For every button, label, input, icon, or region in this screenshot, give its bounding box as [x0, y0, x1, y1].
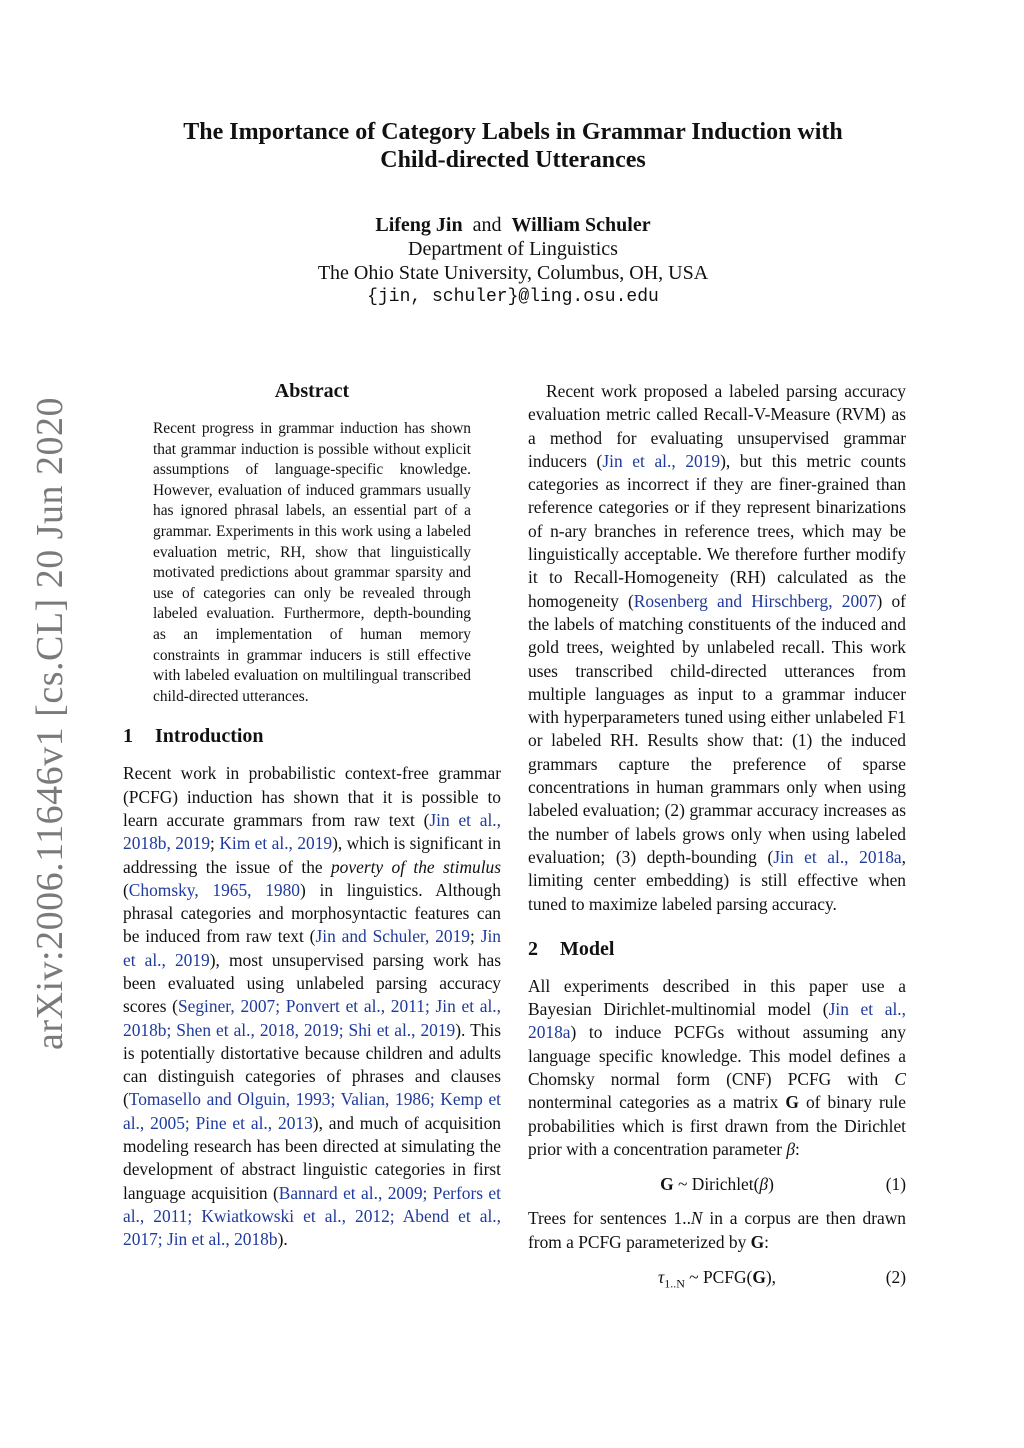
math-operator: ~ PCFG( [684, 1266, 753, 1287]
text-run: ) of the labels of matching constituents of the induced and gold trees, weighted by unlabeled recall. This work uses transcribed child-directed utterances from multiple languages as input to a grammar inducer with hyperparameters tuned using either unlabeled F1 or labeled RH. Results show that: (1) the induced grammars capture the preference of sparse concentrations in human grammars only when using labeled evaluation; (2) grammar accuracy increases as the number of labels grows only when using labeled evaluation; (3) depth-bounding ( [528, 590, 906, 867]
equation-2-expression [528, 1262, 906, 1298]
department: Department of Linguistics [408, 238, 618, 260]
abstract-text: Recent progress in grammar induction has shown that grammar induction is possible without explicit assumptions of language-specific knowledge. However, evaluation of induced grammars usually has ignored phrasal labels, an essential part of a grammar. Experiments in this work using a labeled evaluation metric, RH, show that linguistically motivated predictions about grammar sparsity and use of categories can only be revealed through labeled evaluation. Furthermore, depth-bounding as an implementation of human memory constraints in grammar inducers is still effective with labeled evaluation on multilingual transcribed child-directed utterances. [153, 420, 471, 705]
citation-link[interactable]: Rosenberg and Hirschberg, 2007 [633, 590, 877, 611]
equation-2 [528, 1262, 906, 1292]
text-run: ). [277, 1229, 288, 1250]
citation-link[interactable]: Jin et al., 2019 [602, 450, 721, 471]
math-symbol: β [759, 1174, 769, 1195]
text-run: ( [123, 879, 129, 900]
citation-link[interactable]: Jin et al., 2019 [123, 926, 501, 970]
trees-paragraph [528, 1207, 906, 1254]
arxiv-side-stamp: arXiv:2006.11646v1 [cs.CL] 20 Jun 2020 [29, 397, 71, 1050]
math-subscript: 1..N [664, 1276, 685, 1291]
text-run: ), but this metric counts categories as incorrect if they are finer-grained than reference categories or if they represent binarizations of n-ary branches in reference trees, which may be linguistically acceptable. We therefore further modify it to Recall-Homogeneity (RH) calculated as the homogeneity ( [528, 450, 906, 611]
left-column [123, 380, 501, 1252]
equation-1 [528, 1169, 906, 1199]
text-run: Recent work proposed a labeled parsing accuracy evaluation metric called Recall-V-Measure (RVM) as a method for evaluating unsupervised grammar inducers ( [528, 381, 906, 471]
citation-link[interactable]: Jin et al., 2018a [528, 999, 906, 1043]
section-2-title: Model [560, 937, 615, 960]
section-2-heading [528, 938, 906, 961]
text-run: ; [210, 833, 220, 854]
abstract-heading: Abstract [274, 380, 350, 402]
emphasis-text: poverty of the stimulus [330, 856, 501, 877]
text-run: in a corpus are then drawn from a PCFG parameterized by [528, 1208, 906, 1252]
section-1-heading [123, 725, 501, 748]
math-symbol: N [690, 1208, 703, 1229]
right-column [528, 380, 906, 1300]
text-run: ) in linguistics. Although phrasal categories and morphosyntactic features can be induced from raw text ( [123, 879, 501, 947]
text-run: : [795, 1138, 800, 1159]
math-symbol: τ [658, 1266, 665, 1287]
text-run: ) to induce PCFGs without assuming any language specific knowledge. This model defines a Chomsky normal form (CNF) PCFG with [528, 1022, 906, 1090]
introduction-paragraph [123, 762, 501, 1251]
title-line-2: Child-directed Utterances [380, 147, 646, 173]
text-run: of binary rule probabilities which is first drawn from the Dirichlet prior with a concentration parameter [528, 1092, 906, 1159]
citation-link[interactable]: Kim et al., 2019 [219, 833, 333, 854]
text-run: ), most unsupervised parsing work has been evaluated using unlabeled parsing accuracy scores ( [123, 949, 501, 1017]
paper-title [120, 118, 906, 174]
text-run: All experiments described in this paper use a Bayesian Dirichlet-multinomial model ( [528, 975, 906, 1020]
text-run: : [764, 1231, 770, 1252]
citation-link[interactable]: Jin and Schuler, 2019 [315, 926, 471, 947]
author-2: William Schuler [511, 214, 651, 236]
citation-link[interactable]: Seginer, 2007; Ponvert et al., 2011; Jin et al., 2018b; Shen et al., 2018, 2019; Shi et al., 2019 [123, 996, 501, 1040]
math-symbol: G [752, 1266, 766, 1287]
math-operator: ) [768, 1174, 774, 1195]
math-symbol: β [786, 1138, 796, 1159]
text-run: Recent work in probabilistic context-free grammar (PCFG) induction has shown that it is possible to learn accurate grammars from raw text ( [123, 763, 501, 830]
title-line-1: The Importance of Category Labels in Grammar Induction with [183, 119, 843, 145]
math-operator: ~ Dirichlet( [673, 1174, 760, 1195]
equation-1-number: (1) [885, 1174, 906, 1195]
citation-link[interactable]: Jin et al., 2018a [773, 846, 902, 867]
section-1-number: 1 [123, 725, 133, 748]
text-run: , limiting center embedding) is still effective when tuned to maximize labeled parsing accuracy. [528, 846, 906, 914]
affiliation: The Ohio State University, Columbus, OH, USA [317, 262, 709, 284]
math-symbol: G [785, 1092, 799, 1113]
math-symbol: C [894, 1069, 906, 1090]
author-and: and [472, 214, 502, 236]
text-run: ). This is potentially distortative because children and adults can distinguish categories of phrases and clauses ( [123, 1019, 501, 1110]
citation-link[interactable]: Bannard et al., 2009; Perfors et al., 2011; Kwiatkowski et al., 2012; Abend et al., 2017; Jin et al., 2018b [123, 1182, 501, 1250]
author-block [120, 213, 906, 309]
author-names [120, 213, 906, 237]
text-run: ), which is significant in addressing the issue of the [123, 833, 502, 877]
section-2-number: 2 [528, 937, 538, 960]
citation-link[interactable]: Jin et al., 2018b, 2019 [123, 809, 501, 854]
email: {jin, schuler}@ling.osu.edu [367, 287, 659, 307]
text-run: nonterminal categories as a matrix [528, 1092, 786, 1113]
math-symbol: G [660, 1174, 674, 1195]
author-1: Lifeng Jin [375, 214, 463, 236]
text-run: Trees for sentences 1.. [528, 1208, 691, 1229]
equation-1-expression [528, 1169, 906, 1199]
math-symbol: G [750, 1231, 765, 1252]
citation-link[interactable]: Chomsky, 1965, 1980 [128, 879, 300, 900]
equation-2-number: (2) [885, 1266, 906, 1287]
intro-continued-paragraph [528, 380, 906, 916]
math-operator: ), [765, 1266, 776, 1287]
citation-link[interactable]: Tomasello and Olguin, 1993; Valian, 1986; Kemp et al., 2005; Pine et al., 2013 [123, 1089, 501, 1133]
text-run: ), and much of acquisition modeling research has been directed at simulating the development of abstract linguistic categories in first language acquisition ( [123, 1112, 502, 1203]
section-1-title: Introduction [155, 725, 264, 748]
text-run: ; [470, 926, 481, 947]
model-paragraph [528, 975, 906, 1161]
